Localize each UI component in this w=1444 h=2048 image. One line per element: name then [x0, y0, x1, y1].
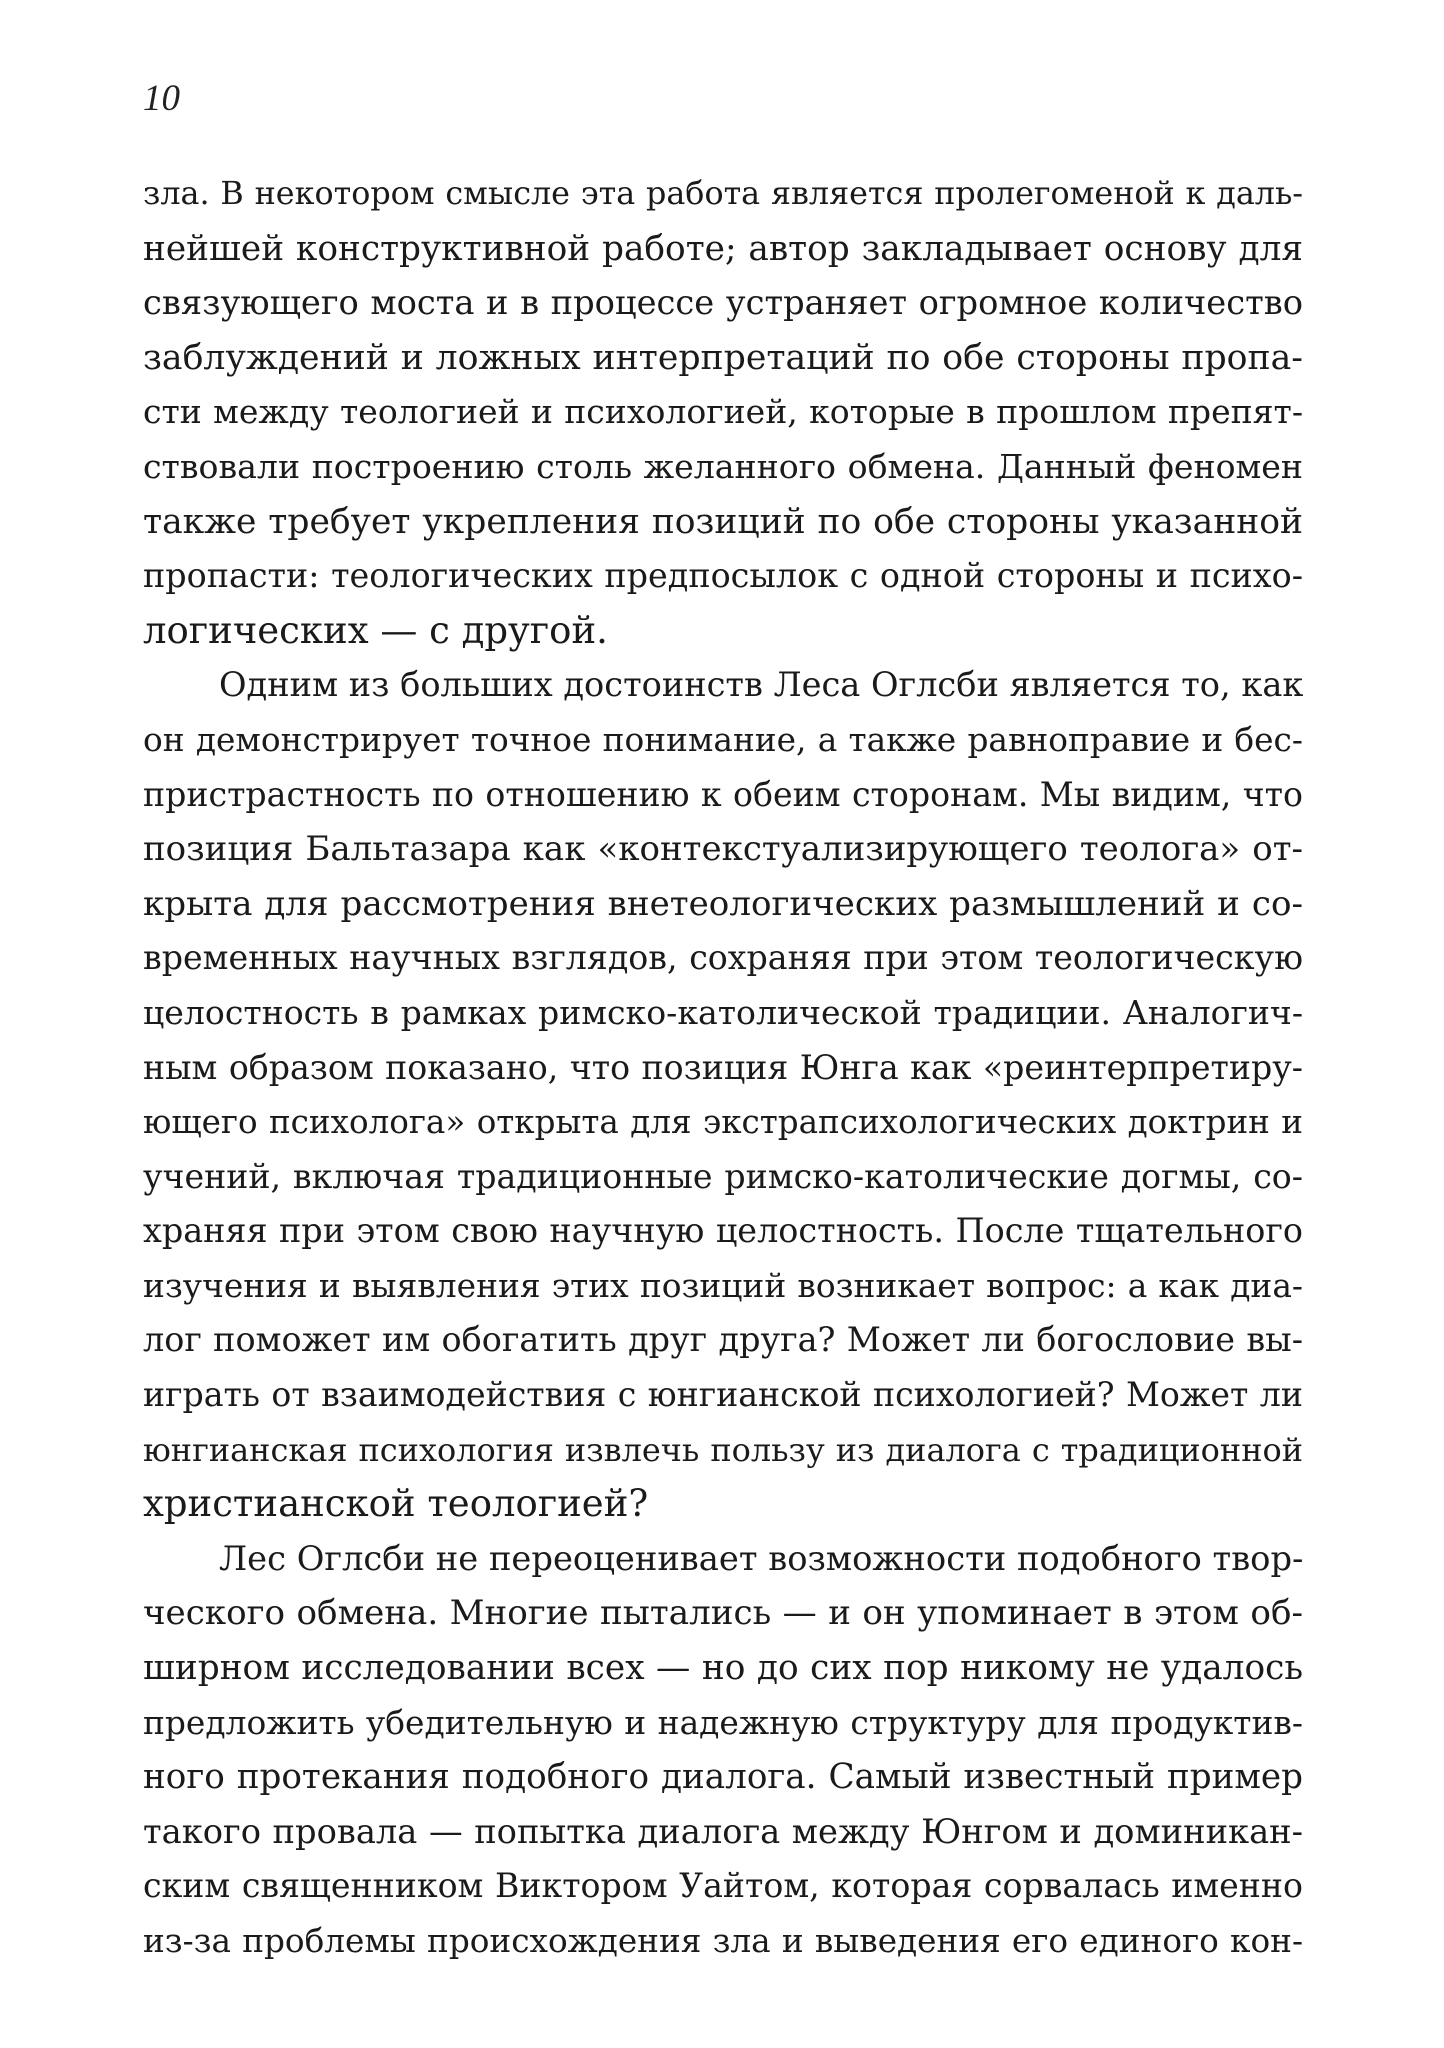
text-line: ющего психолога» открыта для экстрапсихологических доктрин и: [143, 1103, 1303, 1142]
text-line: ным образом показано, что позиция Юнга как «реинтерпретиру-: [143, 1047, 1303, 1087]
page-number: 10: [143, 78, 180, 119]
text-line: изучения и выявления этих позиций возникает вопрос: а как диа-: [143, 1266, 1303, 1305]
paragraph: [143, 658, 1303, 1532]
text-line: ствовали построению столь желанного обмена. Данный феномен: [143, 446, 1303, 486]
text-line: Одним из больших достоинств Леса Оглсби является то, как: [219, 665, 1304, 705]
text-line: ческого обмена. Многие пытались — и он упоминает в этом об-: [143, 1593, 1303, 1634]
text-line: из-за проблемы происхождения зла и выведения его единого кон-: [143, 1922, 1303, 1960]
text-line: играть от взаимодействия с юнгианской психологией? Может ли: [143, 1375, 1303, 1415]
text-line: зла. В некотором смысле эта работа является пролегоменой к даль-: [143, 175, 1303, 212]
paragraph: [143, 1532, 1303, 1969]
text-line: временных научных взглядов, сохраняя при этом теологическую: [143, 938, 1303, 978]
text-line: такого провала — попытка диалога между Юнгом и доминикан-: [143, 1811, 1303, 1851]
text-line: нейшей конструктивной работе; автор закладывает основу для: [143, 228, 1303, 269]
text-line: крыта для рассмотрения внетеологических размышлений и со-: [143, 883, 1303, 924]
text-line: лог поможет им обогатить друг друга? Может ли богословие вы-: [143, 1320, 1303, 1360]
text-line: целостность в рамках римско-католической традиции. Аналогич-: [143, 992, 1303, 1032]
text-line: он демонстрирует точное понимание, а также равноправие и бес-: [143, 720, 1303, 759]
paragraph: [143, 167, 1303, 658]
text-line: ного протекания подобного диалога. Самый известный пример: [143, 1757, 1303, 1798]
text-line: связующего моста и в процессе устраняет огромное количество: [143, 283, 1303, 323]
text-line: пристрастность по отношению к обеим сторонам. Мы видим, что: [143, 774, 1303, 814]
text-line: предложить убедительную и надежную структуру для продуктив-: [143, 1702, 1303, 1742]
text-line: юнгианская психология извлечь пользу из диалога с традиционной: [143, 1430, 1303, 1469]
text-line: пропасти: теологических предпосылок с одной стороны и психо-: [143, 556, 1303, 596]
text-line: Лес Оглсби не переоценивает возможности подобного твор-: [219, 1538, 1304, 1578]
body-text: [143, 167, 1303, 1969]
text-line: заблуждений и ложных интерпретаций по обе стороны пропа-: [143, 337, 1303, 378]
text-line: позиция Бальтазара как «контекстуализирующего теолога» от-: [143, 829, 1303, 870]
text-line: христианской теологией?: [143, 1482, 649, 1526]
text-line: также требует укрепления позиций по обе стороны указанной: [143, 501, 1303, 542]
text-line: сти между теологией и психологией, которые в прошлом препят-: [143, 392, 1303, 432]
text-line: учений, включая традиционные римско-католические догмы, со-: [143, 1156, 1303, 1196]
text-line: ским священником Виктором Уайтом, которая сорвалась именно: [143, 1866, 1303, 1906]
text-line: логических — с другой.: [143, 608, 608, 652]
text-line: ширном исследовании всех — но до сих пор никому не удалось: [143, 1648, 1303, 1689]
text-line: храняя при этом свою научную целостность. После тщательного: [143, 1211, 1303, 1251]
